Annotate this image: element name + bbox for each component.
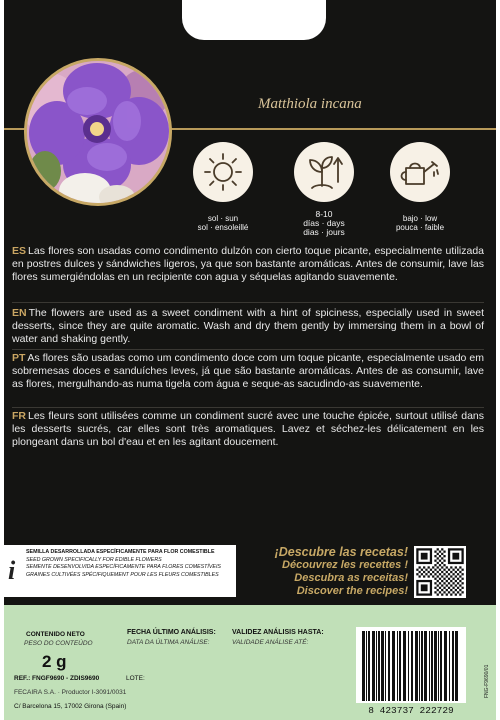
recipes-line: Discover the recipes! [296, 585, 408, 597]
separator [12, 349, 484, 350]
lang-code: PT [12, 352, 26, 364]
seed-notice-line: GRAINES CULTIVÉES SPÉCIFIQUEMENT POUR LES FLEURS COMESTIBLES [26, 571, 219, 578]
validity-label: VALIDEZ ANÁLISIS HASTA: [232, 629, 324, 636]
sun-label-line: sol · sun [207, 214, 239, 223]
recipes-line: ¡Descubre las recetas! [274, 545, 408, 559]
reference-code: REF.: FNGF9690 - ZDIS9690 [14, 675, 100, 682]
analysis-date-label-pt: DATA DA ÚLTIMA ANÁLISE: [127, 639, 210, 646]
recipes-callout [275, 546, 408, 598]
sprout-label [279, 210, 369, 237]
producer-address: C/ Barcelona 15, 17002 Girona (Spain) [14, 703, 127, 710]
net-content-label-pt: PESO DO CONTEÚDO [24, 640, 93, 647]
sun-label-line: sol · ensoleillé [197, 223, 249, 232]
analysis-date-label: FECHA ÚLTIMO ANÁLISIS: [127, 629, 216, 636]
net-weight: 2 g [42, 652, 67, 671]
separator [12, 302, 484, 303]
species-name: Matthiola incana [258, 96, 362, 112]
producer-info: FECAIRA S.A. · Productor I-3091/0031 [14, 689, 127, 696]
hang-tab [182, 0, 326, 40]
sprout-label-line: 8-10 [315, 209, 333, 219]
validity-label-pt: VALIDADE ANÁLISE ATÉ: [232, 639, 309, 646]
description-text: The flowers are used as a sweet condiment with a hint of spiciness, especially used in sweet desserts, since they are quite aromatic. Wash and dry them gently by immersing them in a bowl of water and shaking gently. [12, 307, 484, 345]
seed-notice-line: SEED GROWN SPECIFICALLY FOR EDIBLE FLOWERS [26, 556, 162, 563]
watering-can-icon [390, 142, 450, 202]
reference [14, 675, 99, 682]
description-text: Les fleurs sont utilisées comme un condiment sucré avec une touche épicée, surtout utilisé dans les desserts sucrés, car elles sont très aromatiques. Lavez et séchez-les délicatement en les plongeant dans un bol d'eau et en les agitant doucement. [12, 410, 484, 448]
watering-label [375, 214, 465, 232]
sprout-label-line: días · days [303, 218, 345, 228]
info-icon: i [8, 556, 16, 585]
flower-photo [24, 58, 172, 206]
sprout-icon [294, 142, 354, 202]
seed-notice [26, 549, 221, 579]
barcode [356, 627, 466, 703]
description-fr [12, 410, 484, 449]
lang-code: FR [12, 410, 26, 422]
sun-icon [193, 142, 253, 202]
description-en [12, 307, 484, 346]
description-pt [12, 352, 484, 391]
vertical-code: FNG-F9690/01 [484, 664, 490, 698]
qr-code[interactable] [414, 546, 466, 598]
recipes-line: Découvrez les recettes ! [282, 559, 408, 571]
seed-notice-line: SEMENTE DESENVOLVIDA ESPECÍFICAMENTE PARA FLORES COMESTÍVEIS [26, 564, 221, 571]
watering-label-line: pouca · faible [395, 223, 445, 232]
sprout-label-line: dias · jours [303, 227, 345, 237]
lang-code: EN [12, 307, 27, 319]
barcode-number: 8 423737 222729 [368, 705, 454, 716]
sun-label [178, 214, 268, 232]
watering-label-line: bajo · low [402, 214, 438, 223]
lot-label: LOTE: [126, 675, 145, 682]
seed-notice-line: SEMILLA DESARROLLADA ESPECÍFICAMENTE PARA FLOR COMESTIBLE [26, 549, 215, 555]
description-text: As flores são usadas como um condimento doce com um toque picante, especialmente usado em sobremesas doces e sanduíches leves, já que são bastante aromáticas. Antes de as consumir, lave as flores, mergulhando-as numa tigela com água e seque-as sacudindo-as suavemente. [12, 352, 484, 390]
recipes-line: Descubra as receitas! [294, 572, 408, 584]
separator [12, 407, 484, 408]
lang-code: ES [12, 245, 27, 257]
description-es [12, 245, 484, 284]
net-content-label: CONTENIDO NETO [26, 631, 85, 638]
description-text: Las flores son usadas como condimento dulzón con cierto toque picante, especialmente utilizada en postres dulces y sándwiches ligeros, ya que son bastante aromáticas. Antes de consumir, lave las flores sumergiéndolas en un recipiente con agua y séquelas agitando suavemente. [12, 245, 484, 283]
